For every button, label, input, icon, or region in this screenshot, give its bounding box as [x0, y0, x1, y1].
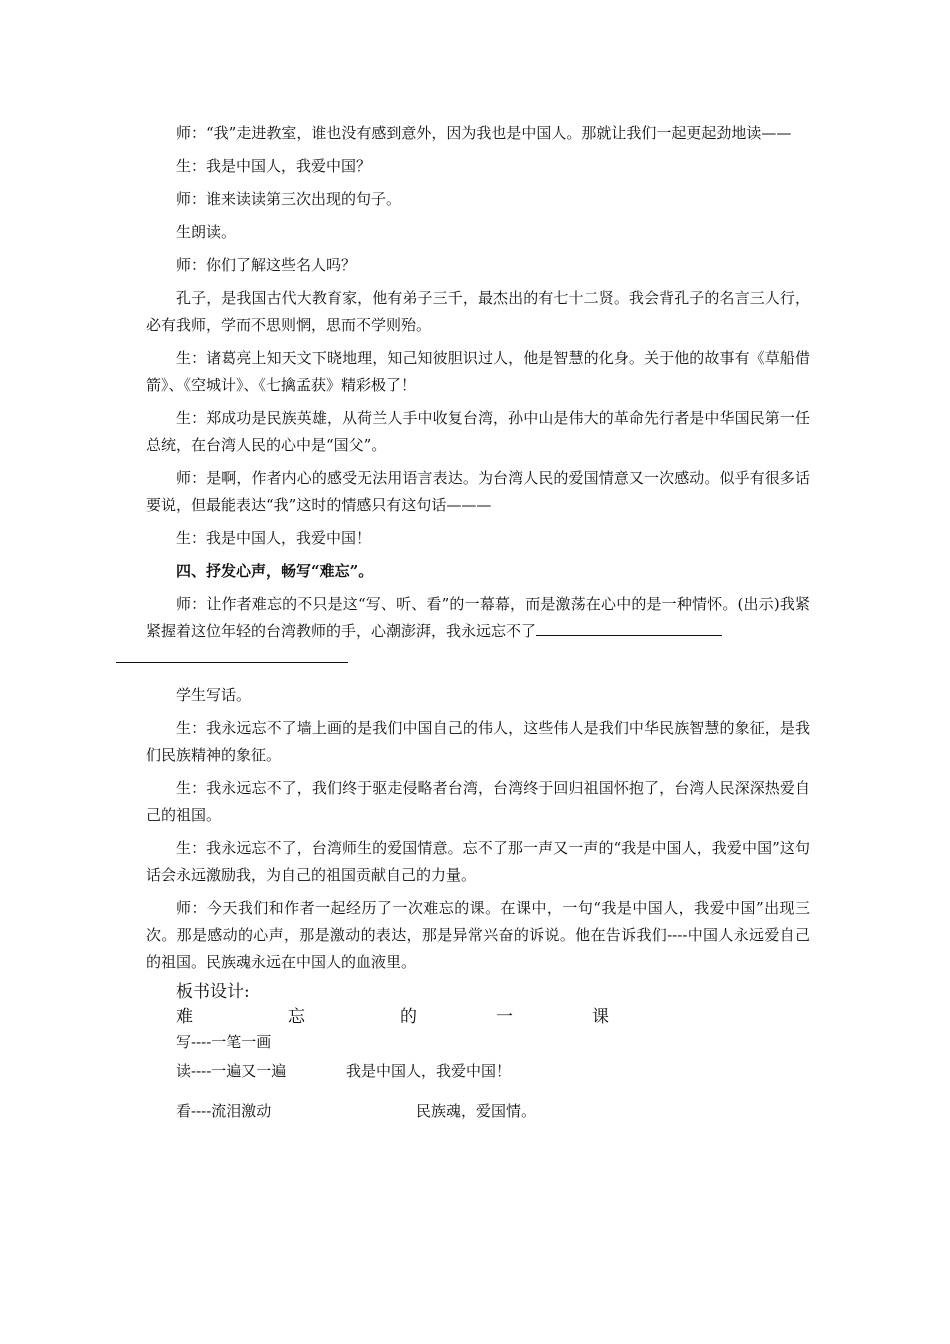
- paragraph: 生朗读。: [176, 223, 237, 241]
- paragraph: 师：是啊，作者内心的感受无法用语言表达。为台湾人民的爱国情意又一次感动。似乎有很多话要说，但最能表达“我”这时的情感只有这句话———: [146, 469, 810, 514]
- fill-in-blank-line: [116, 648, 348, 663]
- paragraph: 孔子，是我国古代大教育家，他有弟子三千，最杰出的有七十二贤。我会背孔子的名言三人行，必有我师，学而不思则惘，思而不学则殆。: [146, 289, 810, 334]
- paragraph: 生：郑成功是民族英雄，从荷兰人手中收复台湾，孙中山是伟大的革命先行者是中华国民第一任总统，在台湾人民的心中是“国父”。: [146, 409, 810, 454]
- board-line-right: 我是中国人，我爱中国！: [346, 1062, 512, 1080]
- board-line-right: 民族魂，爱国情。: [416, 1102, 537, 1120]
- paragraph: 生：我是中国人，我爱中国！: [176, 529, 372, 547]
- paragraph: 师：“我”走进教室，谁也没有感到意外，因为我也是中国人。那就让我们一起更起劲地读——: [176, 124, 792, 142]
- lesson-body: [146, 120, 810, 982]
- board-heading-char: 难: [176, 1007, 193, 1027]
- paragraph: 学生写话。: [176, 686, 252, 704]
- paragraph: 生：我永远忘不了，台湾师生的爱国情意。忘不了那一声又一声的“我是中国人，我爱中国”这句话会永远激励我，为自己的祖国贡献自己的力量。: [146, 839, 810, 884]
- board-title: 板书设计:: [176, 982, 250, 1002]
- paragraph-text: 师：让作者难忘的不只是这“写、听、看”的一幕幕，而是激荡在心中的是一种情怀。(出示)我紧紧握着这位年轻的台湾教师的手，心潮澎湃，我永远忘不了: [146, 595, 810, 640]
- board-line: [176, 1096, 736, 1126]
- board-line: 写----一笔一画: [176, 1033, 272, 1051]
- board-heading-char: 的: [400, 1007, 417, 1027]
- board-line-left: 看----流泪激动: [176, 1102, 272, 1120]
- paragraph: 师：今天我们和作者一起经历了一次难忘的课。在课中，一句“我是中国人，我爱中国”出现三次。那是感动的心声，那是激动的表达，那是异常兴奋的诉说。他在告诉我们----中国人永远爱自己的祖国。民族魂永远在中国人的血液里。: [146, 899, 810, 971]
- board-line: [176, 1056, 736, 1086]
- paragraph: 生：我是中国人，我爱中国？: [176, 157, 372, 175]
- paragraph: 师：你们了解这些名人吗？: [176, 256, 357, 274]
- fill-in-blank-line: [536, 621, 722, 636]
- blackboard-design: [176, 980, 736, 1126]
- paragraph: 师：谁来读读第三次出现的句子。: [176, 190, 402, 208]
- paragraph: 生：我永远忘不了，我们终于驱走侵略者台湾，台湾终于回归祖国怀抱了，台湾人民深深热爱自己的祖国。: [146, 779, 810, 824]
- board-line-left: 读----一遍又一遍: [176, 1062, 287, 1080]
- board-heading-char: 一: [496, 1007, 513, 1027]
- paragraph-with-blank: [146, 591, 810, 672]
- section-heading: 四、抒发心声，畅写“难忘”。: [176, 562, 374, 580]
- board-heading-char: 忘: [288, 1007, 305, 1027]
- board-heading-char: 课: [592, 1007, 609, 1027]
- board-heading: [176, 1004, 736, 1030]
- paragraph: 生：诸葛亮上知天文下晓地理，知己知彼胆识过人，他是智慧的化身。关于他的故事有《草船借箭》、《空城计》、《七擒孟获》精彩极了！: [146, 349, 810, 394]
- paragraph: 生：我永远忘不了墙上画的是我们中国自己的伟人，这些伟人是我们中华民族智慧的象征，是我们民族精神的象征。: [146, 719, 810, 764]
